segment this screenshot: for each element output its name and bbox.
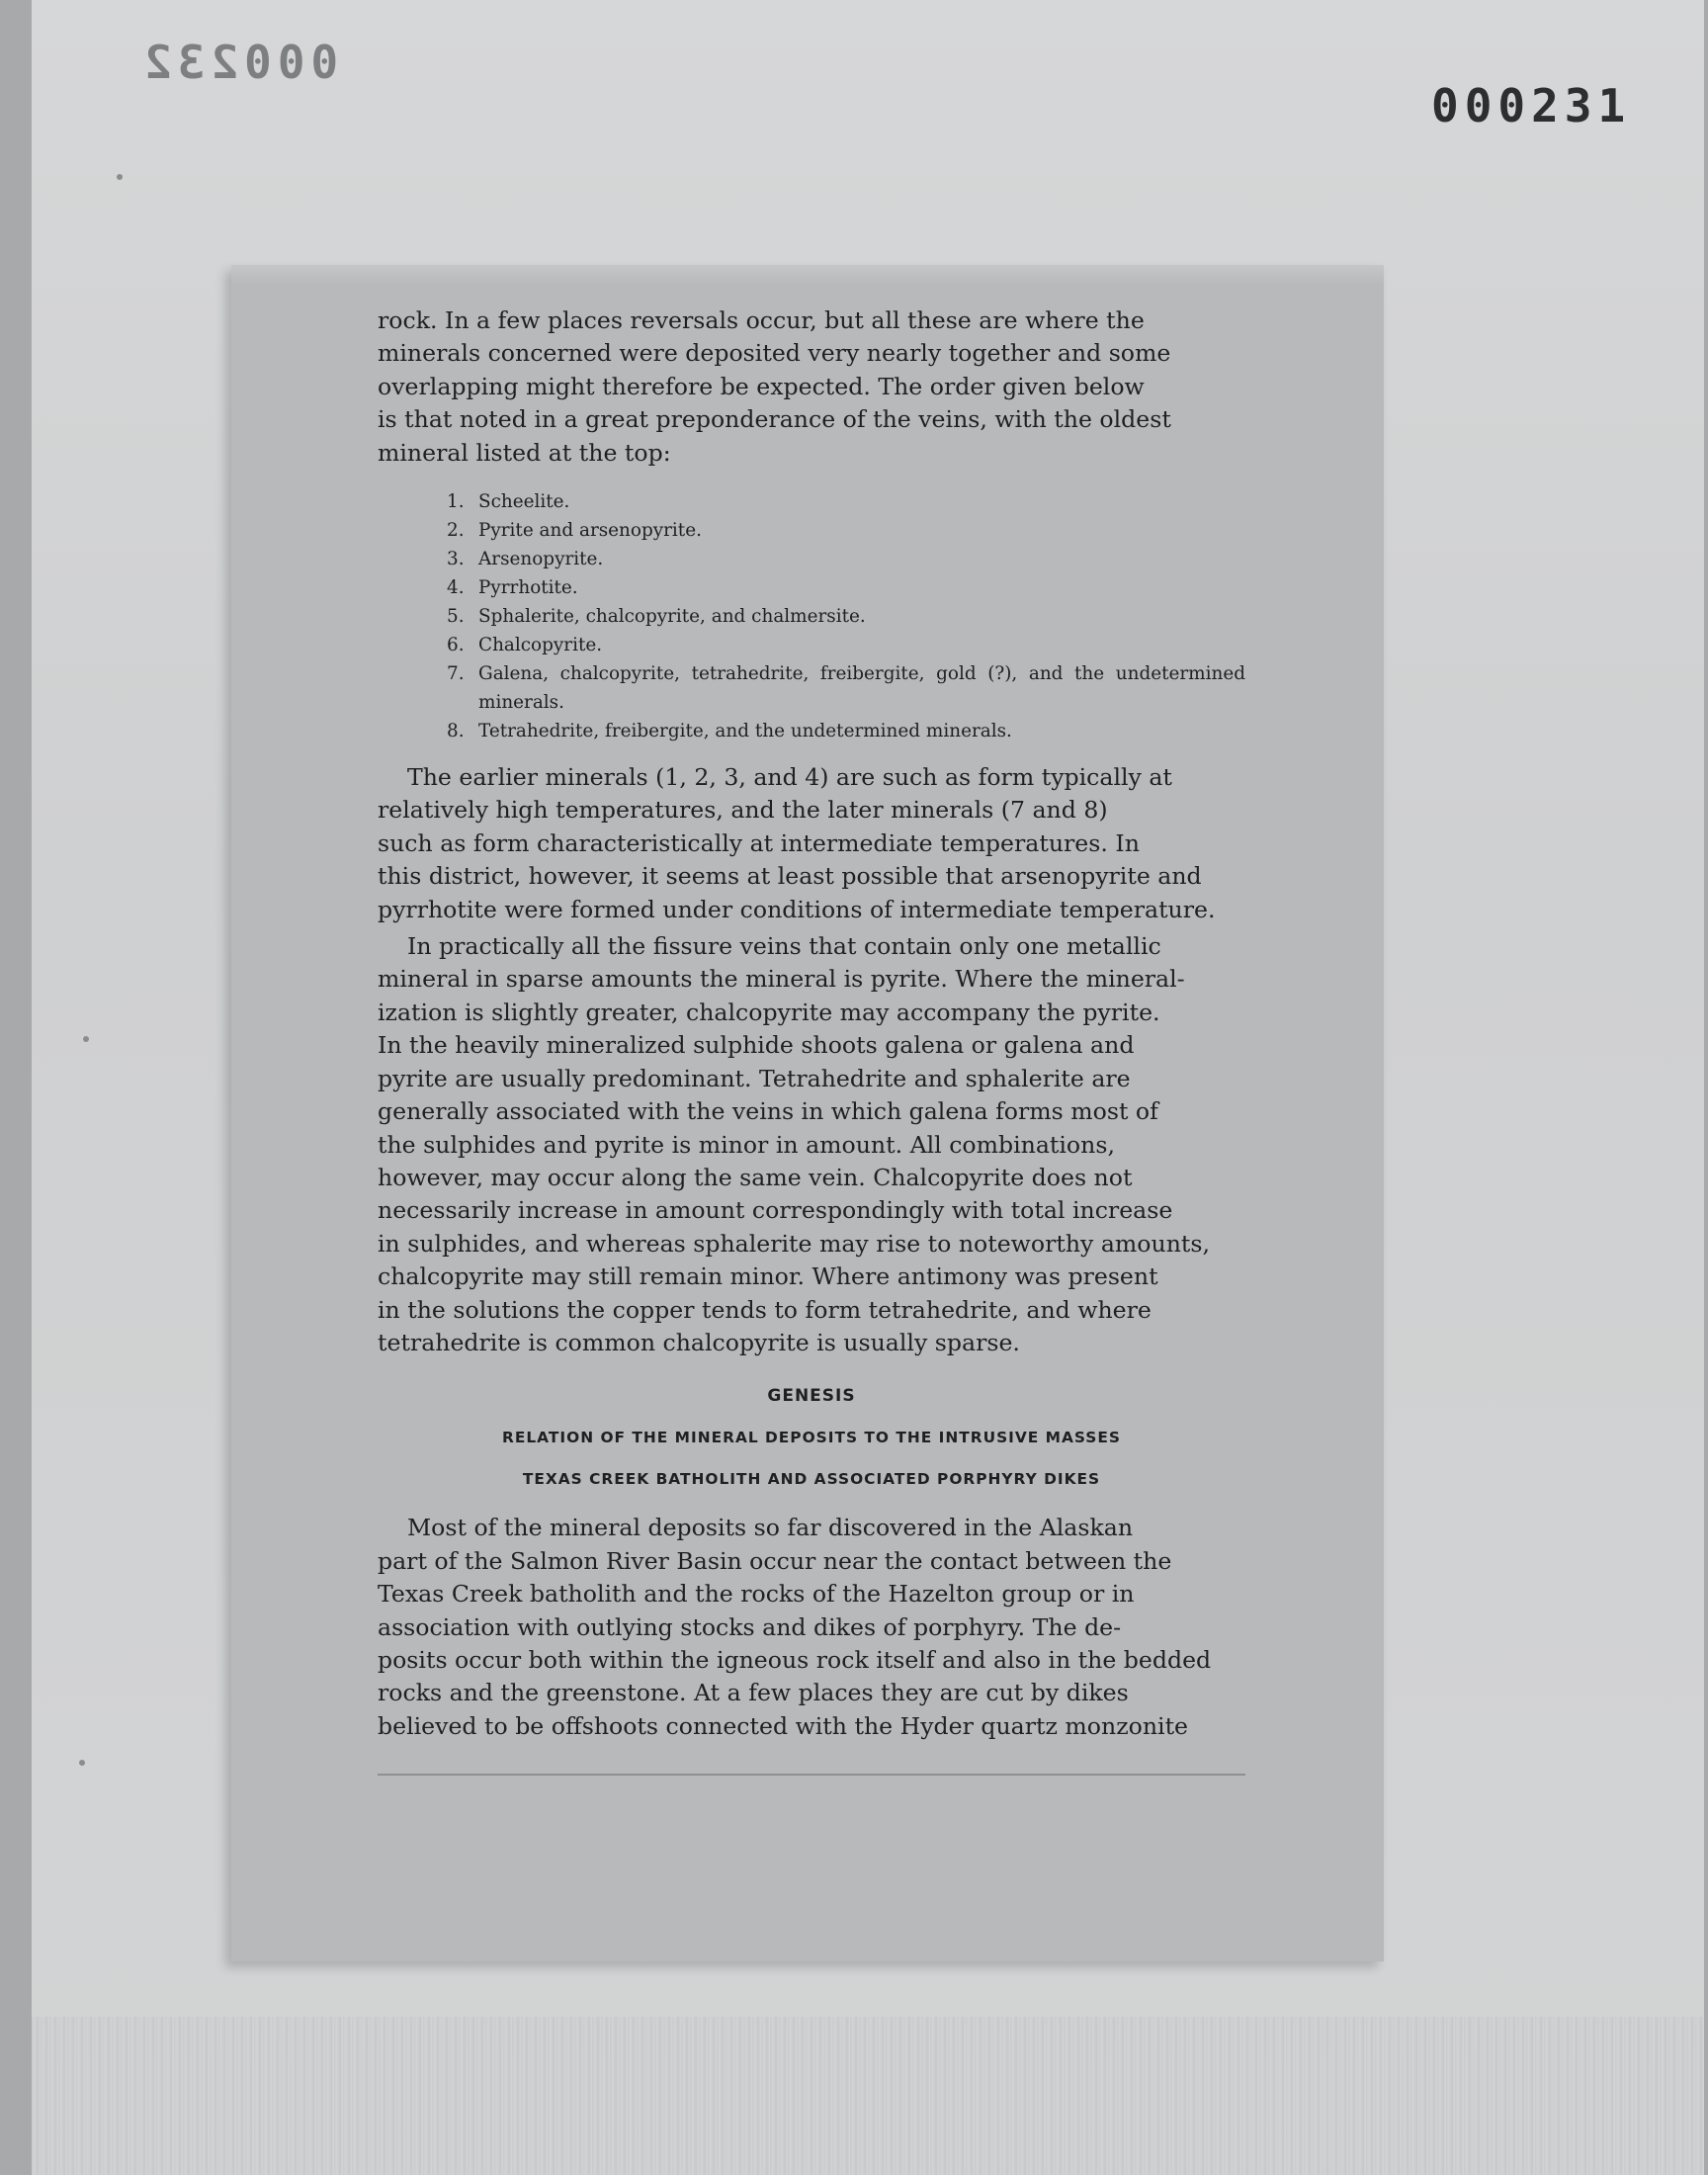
list-item [378, 659, 1245, 717]
list-item [378, 487, 1245, 516]
list-item-text: Tetrahedrite, freibergite, and the undetermined minerals. [478, 721, 1012, 742]
section-heading-genesis: GENESIS [767, 1386, 856, 1407]
list-item-number: 4. [447, 577, 465, 599]
list-item [378, 516, 1245, 545]
scan-speck [83, 1036, 89, 1042]
veins-paragraph: In practically all the fissure veins that contain only one metallic mineral in sparse amounts the mineral is pyrite. Where the mineral- ization is slightly greater, chalcopyrite may accompany the pyrite. In the heavily mineralized sulphide shoots galena or galena and pyrite are usually predominant. Tetrahedrite and sphalerite are generally associated with the veins in which galena forms most of the sulphides and pyrite is minor in amount. All combinations, however, may occur along the same vein. Chalcopyrite does not necessarily increase in amount correspondingly with total increase in sulphides, and whereas sphalerite may rise to noteworthy amounts, chalcopyrite may still remain minor. Where antimony was present in the solutions the copper tends to form tetrahedrite, and where tetrahedrite is common chalcopyrite is usually sparse. [378, 932, 1210, 1356]
scan-speck [79, 1760, 85, 1766]
list-item-number: 7. [447, 663, 465, 685]
subsection-heading-relation: RELATION OF THE MINERAL DEPOSITS TO THE INTRUSIVE MASSES [502, 1429, 1121, 1447]
intro-paragraph: rock. In a few places reversals occur, but all these are where the minerals concerned were deposited very nearly together and some overlapping might therefore be expected. The order given below is that noted in a great preponderance of the veins, with the oldest mineral listed at the top: [378, 306, 1171, 467]
text-column [378, 304, 1245, 1743]
list-item [378, 602, 1245, 631]
list-item-text: Scheelite. [478, 491, 570, 513]
list-item-number: 6. [447, 635, 465, 656]
list-item-text: Sphalerite, chalcopyrite, and chalmersite. [478, 606, 866, 628]
document-page [231, 265, 1384, 1961]
page-top-edge [231, 265, 1384, 285]
list-item [378, 631, 1245, 659]
deposits-paragraph: Most of the mineral deposits so far discovered in the Alaskan part of the Salmon River Basin occur near the contact between the Texas Creek batholith and the rocks of the Hazelton group or in association with outlying stocks and dikes of porphyry. The de- posits occur both within the igneous rock itself and also in the bedded rocks and the greenstone. At a few places they are cut by dikes believed to be offshoots connected with the Hyder quartz monzonite [378, 1514, 1212, 1740]
list-item-text: Chalcopyrite. [478, 635, 603, 656]
page-stamp-number: 000231 [1431, 79, 1632, 132]
list-item-number: 3. [447, 549, 465, 570]
list-item-number: 1. [447, 491, 465, 513]
temperature-paragraph: The earlier minerals (1, 2, 3, and 4) are such as form typically at relatively high temperatures, and the later minerals (7 and 8) such as form characteristically at intermediate temperatures. In this district, however, it seems at least possible that arsenopyrite and pyrrhotite were formed under conditions of intermediate temperature. [378, 763, 1216, 923]
list-item-text: Arsenopyrite. [478, 549, 604, 570]
scan-bottom-band [32, 2017, 1704, 2175]
mirrored-page-stamp: 000232 [138, 36, 339, 89]
list-item-number: 5. [447, 606, 465, 628]
list-item-number: 8. [447, 721, 465, 742]
list-item [378, 717, 1245, 745]
list-item-text: Pyrrhotite. [478, 577, 578, 599]
list-item [378, 573, 1245, 602]
list-item-text: Galena, chalcopyrite, tetrahedrite, freibergite, gold (?), and the undetermined minerals. [478, 663, 1245, 714]
list-item-text: Pyrite and arsenopyrite. [478, 520, 702, 542]
subsection-heading-batholith: TEXAS CREEK BATHOLITH AND ASSOCIATED PORPHYRY DIKES [522, 1470, 1101, 1489]
list-item [378, 545, 1245, 573]
list-item-number: 2. [447, 520, 465, 542]
scan-speck [117, 174, 123, 180]
footnote-divider [378, 1774, 1245, 1776]
mineral-order-list [378, 487, 1245, 745]
